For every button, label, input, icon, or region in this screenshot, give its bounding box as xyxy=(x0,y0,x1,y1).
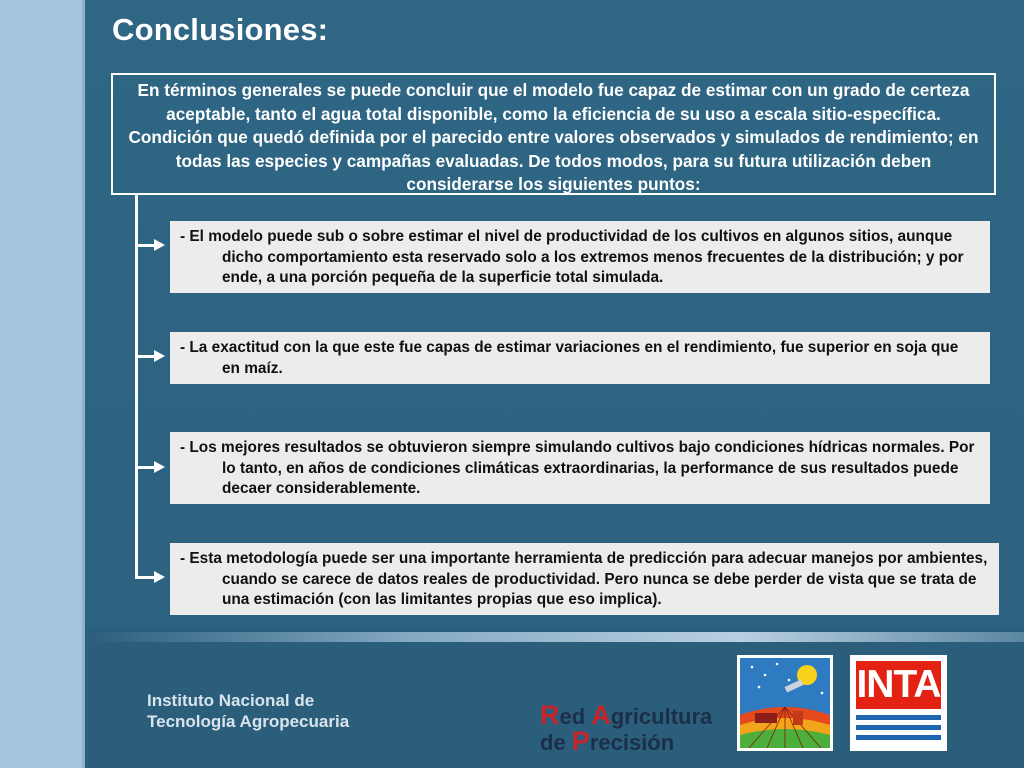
inta-logo-text: INTA xyxy=(856,661,941,709)
intro-text: En términos generales se puede concluir que el modelo fue capaz de estimar con un grado de certeza aceptable, tanto el agua total disponible, como la eficiencia de su uso a escala sitio-específica. Condición que quedó definida por el parecido entre valores observados y simulados de rendimiento; en todas las especies y campañas evaluadas. De todos modos, para su futura utilización deben considerarse los siguientes puntos: xyxy=(128,80,979,194)
rap-logo-line-2: de Precisión xyxy=(540,726,675,754)
arrow-icon xyxy=(135,576,155,579)
conclusion-point-text: - Esta metodología puede ser una importante herramienta de predicción para adecuar manejos por ambientes, cuando se carece de datos reales de productividad. Pero nunca se debe perder de vista que se trata de una estimación (con las limitantes propias que eso implica). xyxy=(180,550,988,608)
inta-stripe xyxy=(856,725,941,730)
satellite-logo-icon xyxy=(737,655,833,751)
conclusion-point-box xyxy=(170,432,990,504)
conclusion-point-box xyxy=(170,543,999,615)
conclusion-point-box xyxy=(170,332,990,384)
connector-vertical-line xyxy=(135,195,138,578)
arrow-icon xyxy=(135,355,155,358)
institute-line-2: Tecnología Agropecuaria xyxy=(147,712,350,731)
institute-line-1: Instituto Nacional de xyxy=(147,691,315,710)
institute-name xyxy=(147,690,349,732)
left-decorative-strip xyxy=(0,0,82,768)
slide-title: Conclusiones: xyxy=(112,12,329,47)
arrow-icon xyxy=(135,466,155,469)
inta-stripe xyxy=(856,715,941,720)
conclusion-point-text: - Los mejores resultados se obtuvieron siempre simulando cultivos bajo condiciones hídricas normales. Por lo tanto, en años de condiciones climáticas extraordinarias, la performance de sus resultados puede decaer considerablemente. xyxy=(180,439,975,497)
conclusion-point-text: - La exactitud con la que este fue capas de estimar variaciones en el rendimiento, fue superior en soja que en maíz. xyxy=(180,339,959,377)
inta-logo-icon xyxy=(850,655,947,751)
rap-logo-line-1: Red Agricultura xyxy=(540,700,713,730)
conclusion-point-text: - El modelo puede sub o sobre estimar el nivel de productividad de los cultivos en algunos sitios, aunque dicho comportamiento esta reservado solo a los extremos menos frecuentes de la distribución; y por ende, a una porción pequeña de la superficie total simulada. xyxy=(180,228,964,286)
conclusion-point-box xyxy=(170,221,990,293)
intro-text-box xyxy=(111,73,996,195)
arrow-icon xyxy=(135,244,155,247)
footer-divider xyxy=(85,632,1024,642)
inta-stripe xyxy=(856,735,941,740)
red-agricultura-logo-icon xyxy=(538,700,730,754)
